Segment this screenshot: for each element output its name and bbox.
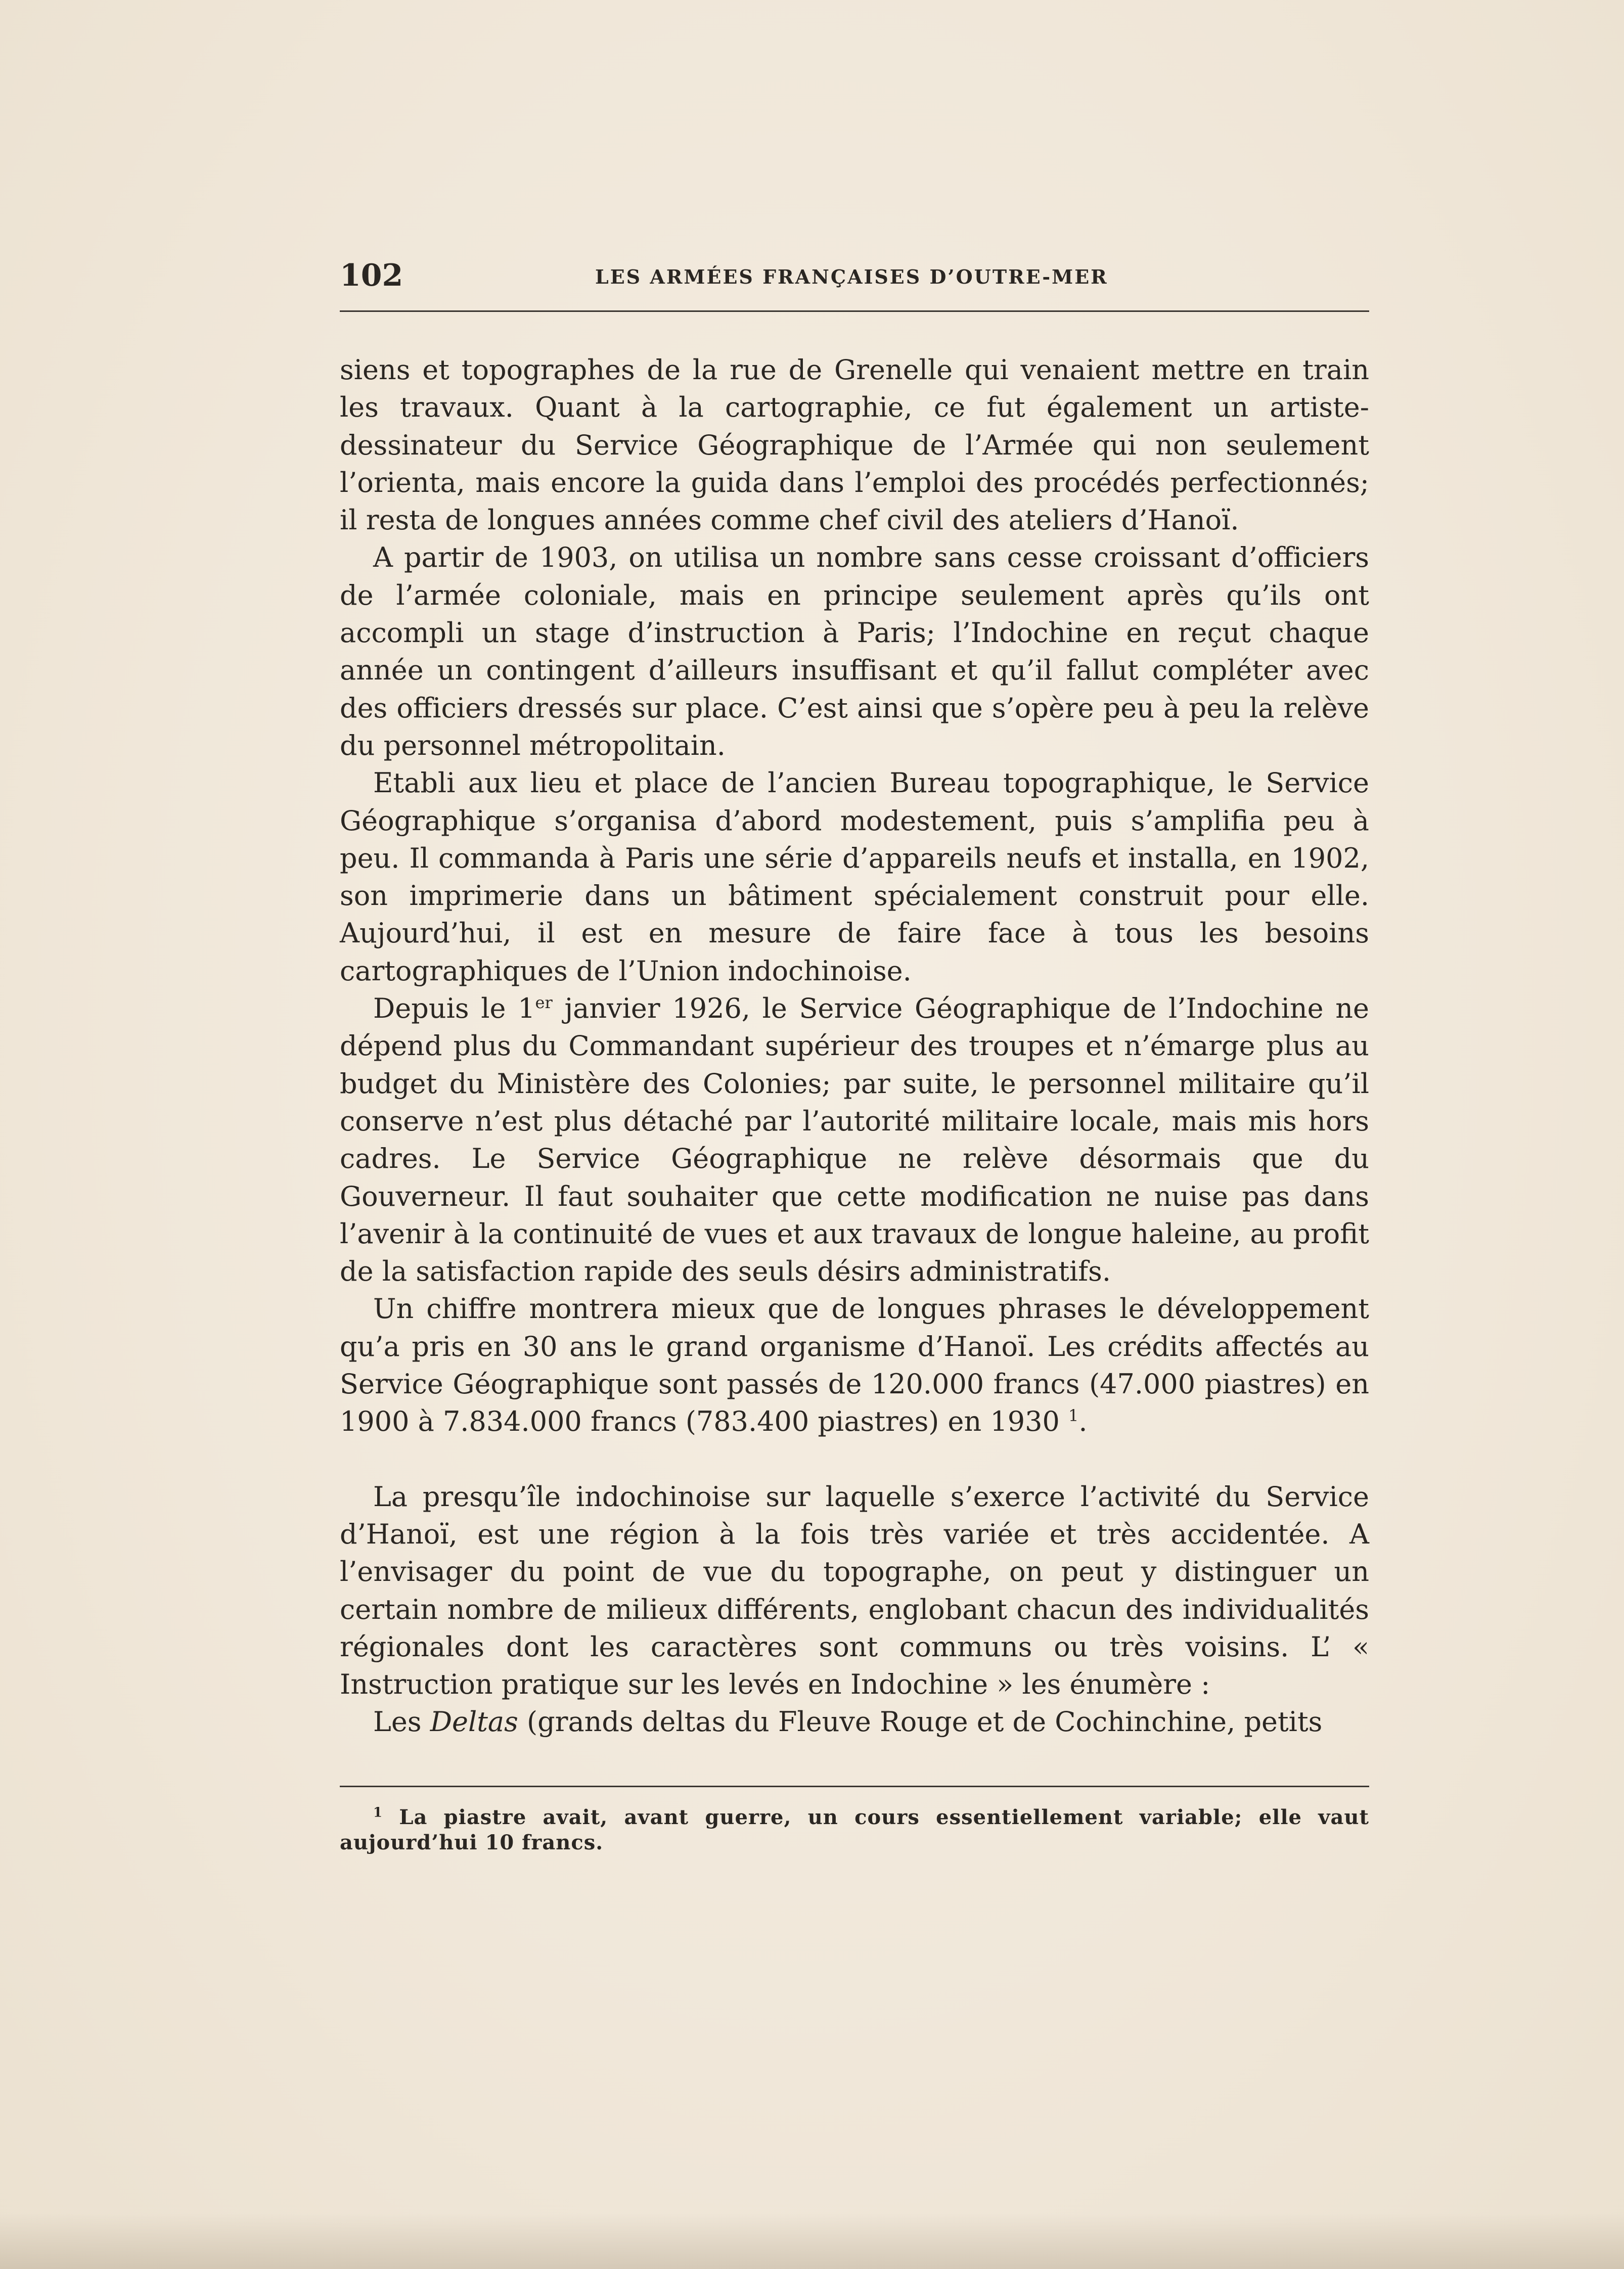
footnote-rule bbox=[340, 1786, 1369, 1787]
paragraph bbox=[340, 990, 1369, 1290]
footnote-reference: 1 bbox=[1068, 1406, 1079, 1426]
italic-term: Deltas bbox=[430, 1706, 518, 1738]
page-header bbox=[340, 258, 1369, 293]
paragraph-text: janvier 1926, le Service Géographique de l’Indochine ne dépend plus du Commandant supérieur des troupes et n’émarge plus au budget du Ministère des Colonies; par suite, le personnel militaire qu’il conserve n’est plus détaché par l’autorité militaire locale, mais mis hors cadres. Le Service Géographique ne relève désormais que du Gouverneur. Il faut souhaiter que cette modification ne nuise pas dans l’avenir à la continuité de vues et aux travaux de longue haleine, au profit de la satisfaction rapide des seuls désirs administratifs. bbox=[340, 992, 1370, 1288]
paragraph: A partir de 1903, on utilisa un nombre sans cesse croissant d’officiers de l’armée coloniale, mais en principe seulement après qu’ils ont accompli un stage d’instruction à Paris; l’Indochine en reçut chaque année un contingent d’ailleurs insuffisant et qu’il fallut compléter avec des officiers dressés sur place. C’est ainsi que s’opère peu à peu la relève du personnel métropolitain. bbox=[340, 541, 1369, 761]
paragraph-text: Depuis le 1 bbox=[373, 992, 535, 1025]
paragraph-text: . bbox=[1078, 1405, 1088, 1438]
paragraph: La presqu’île indochinoise sur laquelle s’exerce l’activité du Service d’Hanoï, est une région à la fois très variée et très accidentée. A l’envisager du point de vue du topographe, on peut y distinguer un certain nombre de milieux différents, englobant chacun des individualités régionales dont les caractères sont communs ou très voisins. L’ « Instruction pratique sur les levés en Indochine » les énumère : bbox=[340, 1480, 1369, 1701]
paragraph-text: (grands deltas du Fleuve Rouge et de Cochinchine, petits bbox=[518, 1706, 1323, 1738]
paragraph bbox=[340, 1290, 1369, 1440]
page-edge-shadow bbox=[0, 2213, 1624, 2269]
ordinal-superscript: er bbox=[535, 993, 553, 1013]
paragraph: siens et topographes de la rue de Grenelle qui venaient mettre en train les travaux. Quant à la cartographie, ce fut également un artiste-dessinateur du Service Géographique de l’Armée qui non seulement l’orienta, mais encore la guida dans l’emploi des procédés perfectionnés; il resta de longues années comme chef civil des ateliers d’Hanoï. bbox=[340, 354, 1369, 536]
paragraph: Etabli aux lieu et place de l’ancien Bureau topographique, le Service Géographique s’organisa d’abord modestement, puis s’amplifia peu à peu. Il commanda à Paris une série d’appareils neufs et installa, en 1902, son imprimerie dans un bâtiment spécialement construit pour elle. Aujourd’hui, il est en mesure de faire face à tous les besoins cartographiques de l’Union indochinoise. bbox=[340, 767, 1369, 987]
paragraph bbox=[340, 1703, 1369, 1741]
footnote-marker: 1 bbox=[373, 1805, 383, 1821]
footnote-text: La piastre avait, avant guerre, un cours essentiellement variable; elle vaut aujourd’hui 10 francs. bbox=[340, 1805, 1369, 1854]
paragraph-text: Les bbox=[373, 1706, 430, 1738]
paragraph-text: Un chiffre montrera mieux que de longues phrases le développement qu’a pris en 30 ans le grand organisme d’Hanoï. Les crédits affectés au Service Géographique sont passés de 120.000 francs (47.000 piastres) en 1900 à 7.834.000 francs (783.400 piastres) en 1930 bbox=[340, 1293, 1369, 1438]
header-rule bbox=[340, 310, 1369, 312]
page-number: 102 bbox=[340, 258, 403, 293]
running-title: LES ARMÉES FRANÇAISES D’OUTRE-MER bbox=[595, 265, 1108, 288]
footnote bbox=[340, 1805, 1369, 1855]
body-text bbox=[340, 351, 1369, 1741]
